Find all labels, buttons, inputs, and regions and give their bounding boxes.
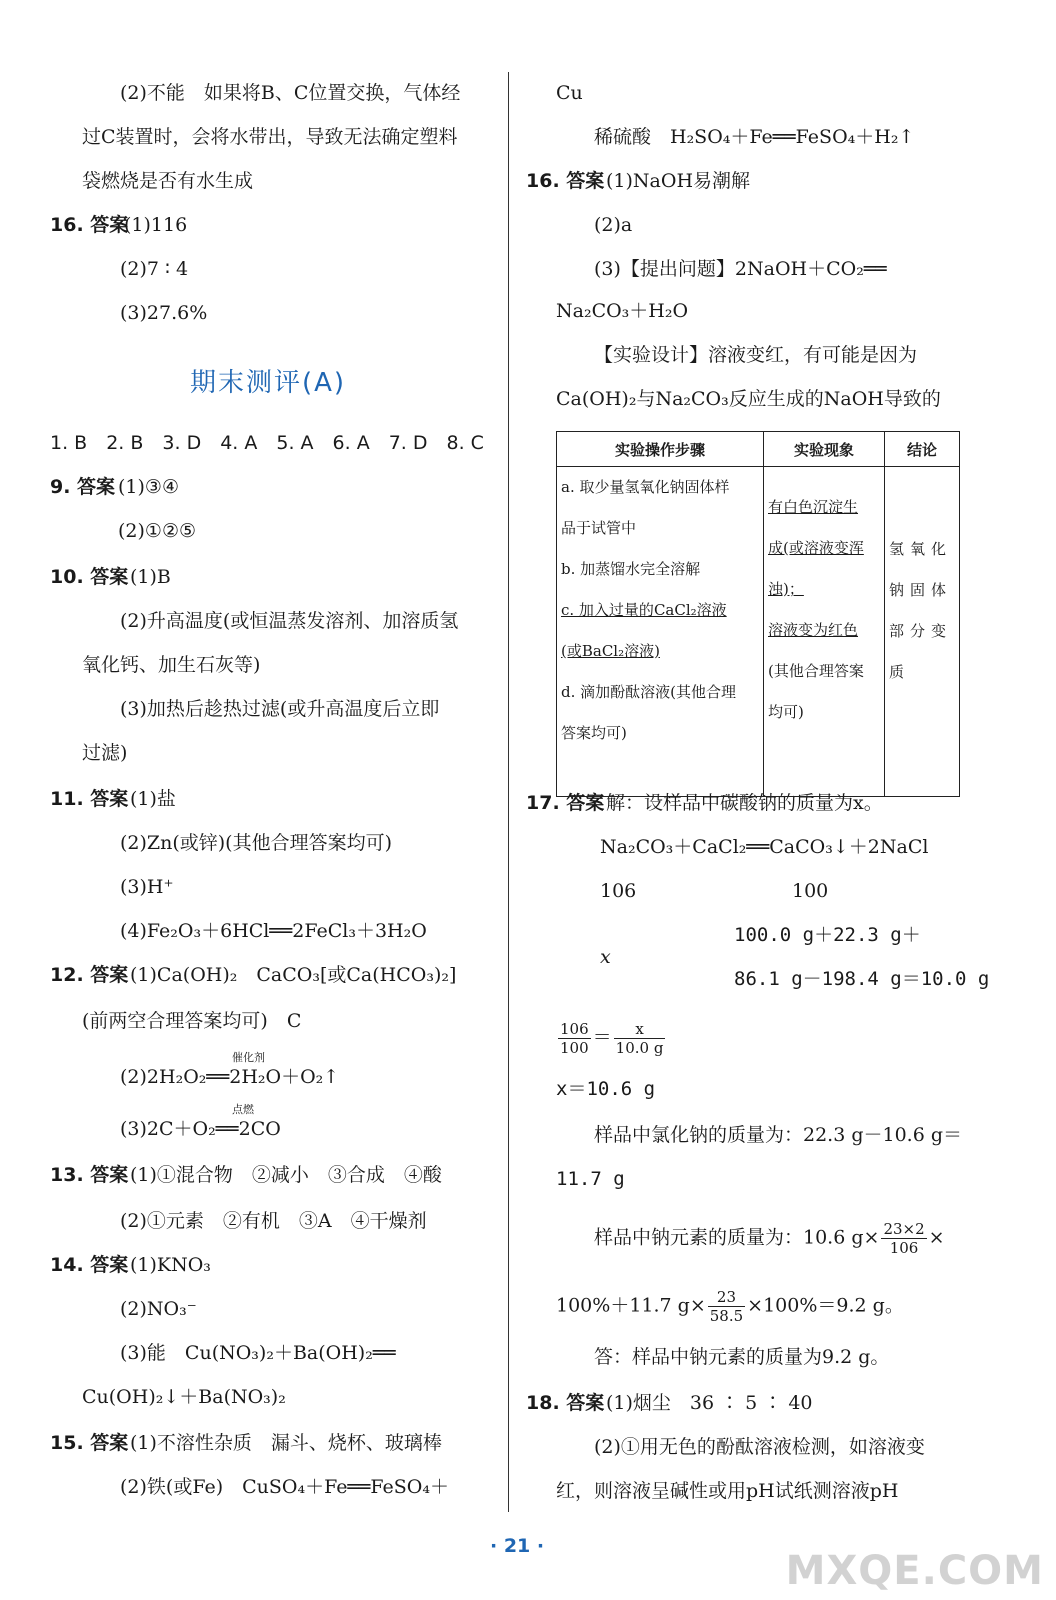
answer-text: (1)①混合物 ②减小 ③合成 ④酸: [130, 1164, 442, 1186]
answer-text: (1)不溶性杂质 漏斗、烧杯、玻璃棒: [130, 1432, 442, 1454]
question-number: 17. 答案: [526, 792, 605, 814]
answer-text: (1)烟尘 36 ∶ 5 ∶ 40: [606, 1392, 813, 1414]
mass-expression: 100.0 g＋22.3 g＋: [734, 924, 921, 946]
watermark-logo: MXQE.COM: [785, 1548, 1044, 1594]
molar-mass: 100: [792, 880, 829, 902]
equation: (2)2H₂O₂══2H₂O＋O₂↑: [120, 1066, 340, 1088]
answer-text: (3)能 Cu(NO₃)₂＋Ba(OH)₂══: [120, 1342, 396, 1364]
fraction: $\frac{23}{58.5}$: [709, 1288, 744, 1325]
proportion: $\frac{106}{100}$ ＝ $\frac{x}{10.0 g}$: [560, 1020, 664, 1057]
answer-text: 红，则溶液呈碱性或用pH试纸测溶液pH: [556, 1480, 899, 1502]
section-title: 期末测评(A): [190, 368, 347, 398]
text-line: (2)不能 如果将B、C位置交换，气体经: [120, 82, 461, 104]
reaction-condition: 点燃: [232, 1103, 254, 1116]
equation: Na₂CO₃＋CaCl₂══CaCO₃↓＋2NaCl: [600, 836, 929, 858]
mass-expression: 86.1 g－198.4 g＝10.0 g: [734, 968, 990, 990]
question-number: 11. 答案: [50, 788, 129, 810]
answer-text: (1)Ca(OH)₂ CaCO₃[或Ca(HCO₃)₂]: [130, 964, 457, 986]
answer-text: 答：样品中钠元素的质量为9.2 g。: [594, 1346, 890, 1368]
answer-text: (3)加热后趁热过滤(或升高温度后立即: [120, 698, 440, 720]
text-line: 过C装置时，会将水带出，导致无法确定塑料: [82, 126, 458, 148]
page-number: · 21 ·: [490, 1535, 545, 1557]
answer-text: 过滤): [82, 742, 128, 764]
answer-text: (前两空合理答案均可) C: [82, 1010, 302, 1032]
table-cell-phenomena: 有白色沉淀生 成(或溶液变浑 浊)； 溶液变为红色 (其他合理答案 均可): [764, 467, 885, 797]
answer-text: (1)NaOH易潮解: [606, 170, 751, 192]
answer-text: (2)①元素 ②有机 ③A ④干燥剂: [120, 1210, 427, 1232]
answer-text: (2)NO₃⁻: [120, 1298, 197, 1320]
fraction: $\frac{106}{100}$: [560, 1020, 589, 1057]
answer-text: (2)①用无色的酚酞溶液检测，如溶液变: [594, 1436, 925, 1458]
answer-text: (4)Fe₂O₃＋6HCl══2FeCl₃＋3H₂O: [120, 920, 427, 942]
answer-text: 11.7 g: [556, 1168, 625, 1190]
question-number: 15. 答案: [50, 1432, 129, 1454]
molar-mass: 106: [600, 880, 637, 902]
question-number: 13. 答案: [50, 1164, 129, 1186]
question-number: 18. 答案: [526, 1392, 605, 1414]
sodium-mass-line: 样品中钠元素的质量为：10.6 g× $\frac{23\times 2}{106}$ ×: [594, 1220, 945, 1257]
answer-text: Ca(OH)₂与Na₂CO₃反应生成的NaOH导致的: [556, 388, 941, 410]
answer-text: (3)H⁺: [120, 876, 174, 898]
answer-text: Cu(OH)₂↓＋Ba(NO₃)₂: [82, 1386, 286, 1408]
answer-text: (1)盐: [130, 788, 176, 810]
table-cell-conclusion: 氢氧化 钠固体 部分变 质: [885, 467, 960, 797]
question-number: 14. 答案: [50, 1254, 129, 1276]
table-header: 实验现象: [764, 432, 885, 467]
variable: x: [600, 946, 611, 968]
answer-text: (2)a: [594, 214, 633, 236]
fraction: $\frac{x}{10.0 g}$: [615, 1020, 664, 1057]
question-number: 10. 答案: [50, 566, 129, 588]
question-number: 12. 答案: [50, 964, 129, 986]
answer-text: 样品中氯化钠的质量为：22.3 g－10.6 g＝: [594, 1124, 963, 1146]
result: x＝10.6 g: [556, 1078, 656, 1100]
question-number: 16. 答案: [526, 170, 605, 192]
answer-text: (2)7 ∶ 4: [120, 258, 189, 280]
answer-text: (3)【提出问题】2NaOH＋CO₂══: [594, 258, 887, 280]
answer-text: (1)116: [124, 214, 188, 236]
question-number: 16. 答案: [50, 214, 129, 236]
answer-text: (3)27.6%: [120, 302, 208, 324]
answer-text: 【实验设计】溶液变红，有可能是因为: [594, 344, 918, 366]
question-number: 9. 答案: [50, 476, 116, 498]
table-header: 实验操作步骤: [557, 432, 764, 467]
table-cell-steps: a. 取少量氢氧化钠固体样 品于试管中 b. 加蒸馏水完全溶解 c. 加入过量的CaCl₂溶液 (或BaCl₂溶液) d. 滴加酚酞溶液(其他合理 答案均可): [557, 467, 764, 797]
answer-text: Na₂CO₃＋H₂O: [556, 300, 689, 322]
answer-text: (2)Zn(或锌)(其他合理答案均可): [120, 832, 393, 854]
table-header: 结论: [885, 432, 960, 467]
answer-text: (1)KNO₃: [130, 1254, 211, 1276]
column-divider: [508, 72, 509, 1512]
experiment-table: [556, 431, 960, 797]
text-line: Cu: [556, 82, 583, 104]
answer-text: 氧化钙、加生石灰等): [82, 654, 261, 676]
multiple-choice-answers: 1. B 2. B 3. D 4. A 5. A 6. A 7. D 8. C: [50, 432, 484, 454]
equation: 稀硫酸 H₂SO₄＋Fe══FeSO₄＋H₂↑: [594, 126, 915, 148]
answer-text: (1)③④: [118, 476, 179, 498]
equation: (3)2C＋O₂══2CO: [120, 1118, 281, 1140]
reaction-condition: 催化剂: [232, 1051, 265, 1064]
fraction: $\frac{23\times 2}{106}$: [883, 1220, 925, 1257]
answer-text: (2)升高温度(或恒温蒸发溶剂、加溶质氢: [120, 610, 459, 632]
sodium-mass-line: 100%＋11.7 g× $\frac{23}{58.5}$ ×100%＝9.2 g。: [556, 1288, 904, 1325]
answer-text: (2)①②⑤: [118, 520, 197, 542]
answer-text: (1)B: [130, 566, 171, 588]
answer-text: 解：设样品中碳酸钠的质量为x。: [606, 792, 883, 814]
answer-text: (2)铁(或Fe) CuSO₄＋Fe══FeSO₄＋: [120, 1476, 449, 1498]
text-line: 袋燃烧是否有水生成: [82, 170, 254, 192]
